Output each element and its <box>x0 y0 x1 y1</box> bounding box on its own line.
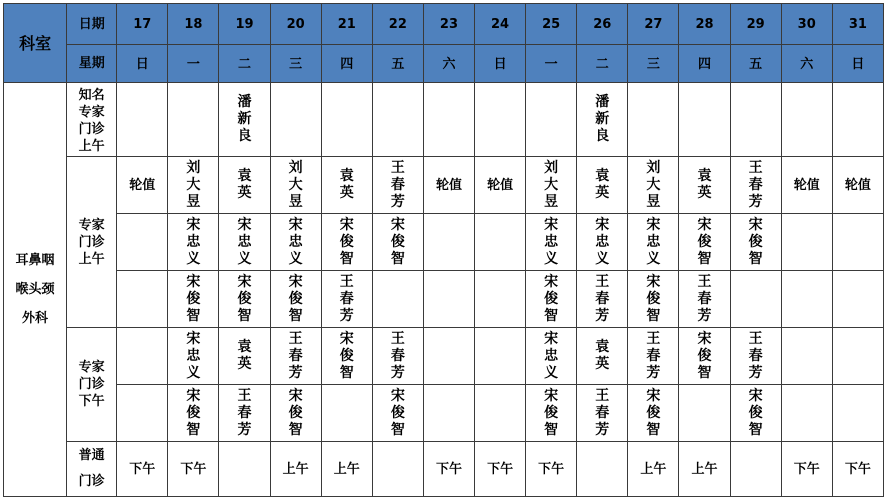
expert-am1-cell-11: 刘大昱 <box>628 157 679 214</box>
date-cell-12: 28 <box>679 4 730 45</box>
expert-am1-cell-5: 袁英 <box>321 157 372 214</box>
expert-am3-cell-14 <box>781 271 832 328</box>
famous-am-cell-4 <box>270 83 321 157</box>
weekday-cell-14: 六 <box>781 45 832 83</box>
expert-am2-cell-5: 宋俊智 <box>321 214 372 271</box>
date-label: 日期 <box>67 4 117 45</box>
famous-am-cell-13 <box>730 83 781 157</box>
expert-pm2-cell-9: 宋俊智 <box>526 385 577 442</box>
expert-pm2-cell-12 <box>679 385 730 442</box>
expert-am2-cell-2: 宋忠义 <box>168 214 219 271</box>
expert-am2-cell-1 <box>117 214 168 271</box>
general-row <box>4 442 884 497</box>
famous-am-cell-8 <box>475 83 526 157</box>
general-cell-9: 下午 <box>526 442 577 497</box>
expert-am1-cell-12: 袁英 <box>679 157 730 214</box>
general-cell-13 <box>730 442 781 497</box>
famous-am-row <box>4 83 884 157</box>
expert-pm-row-1 <box>4 328 884 385</box>
expert-am1-cell-4: 刘大昱 <box>270 157 321 214</box>
weekday-cell-4: 三 <box>270 45 321 83</box>
expert-am3-cell-3: 宋俊智 <box>219 271 270 328</box>
expert-pm2-cell-15 <box>832 385 883 442</box>
date-cell-14: 30 <box>781 4 832 45</box>
weekday-label: 星期 <box>67 45 117 83</box>
expert-am1-cell-3: 袁英 <box>219 157 270 214</box>
expert-pm2-cell-8 <box>475 385 526 442</box>
expert-am1-cell-10: 袁英 <box>577 157 628 214</box>
expert-pm-row-2 <box>4 385 884 442</box>
famous-am-cell-1 <box>117 83 168 157</box>
expert-pm1-cell-13: 王春芳 <box>730 328 781 385</box>
general-cell-15: 下午 <box>832 442 883 497</box>
date-row <box>4 4 884 45</box>
general-cell-4: 上午 <box>270 442 321 497</box>
expert-am1-cell-9: 刘大昱 <box>526 157 577 214</box>
expert-am3-cell-11: 宋俊智 <box>628 271 679 328</box>
expert-pm1-cell-4: 王春芳 <box>270 328 321 385</box>
section-expert-am: 专家门诊上午 <box>67 157 117 328</box>
date-cell-5: 21 <box>321 4 372 45</box>
general-cell-8: 下午 <box>475 442 526 497</box>
weekday-row <box>4 45 884 83</box>
famous-am-cell-12 <box>679 83 730 157</box>
date-cell-9: 25 <box>526 4 577 45</box>
date-cell-13: 29 <box>730 4 781 45</box>
expert-pm1-cell-10: 袁英 <box>577 328 628 385</box>
expert-am1-cell-6: 王春芳 <box>372 157 423 214</box>
weekday-cell-5: 四 <box>321 45 372 83</box>
expert-am2-cell-12: 宋俊智 <box>679 214 730 271</box>
expert-pm1-cell-5: 宋俊智 <box>321 328 372 385</box>
weekday-cell-12: 四 <box>679 45 730 83</box>
date-cell-15: 31 <box>832 4 883 45</box>
general-cell-6 <box>372 442 423 497</box>
expert-am-row-3 <box>4 271 884 328</box>
date-cell-2: 18 <box>168 4 219 45</box>
expert-am2-cell-11: 宋忠义 <box>628 214 679 271</box>
famous-am-cell-3: 潘新良 <box>219 83 270 157</box>
expert-pm2-cell-4: 宋俊智 <box>270 385 321 442</box>
expert-am2-cell-10: 宋忠义 <box>577 214 628 271</box>
expert-pm1-cell-14 <box>781 328 832 385</box>
date-cell-7: 23 <box>423 4 474 45</box>
expert-pm2-cell-14 <box>781 385 832 442</box>
expert-am3-cell-12: 王春芳 <box>679 271 730 328</box>
expert-pm2-cell-2: 宋俊智 <box>168 385 219 442</box>
expert-pm2-cell-11: 宋俊智 <box>628 385 679 442</box>
department-name: 耳鼻咽喉头颈外科 <box>15 253 55 326</box>
date-cell-4: 20 <box>270 4 321 45</box>
expert-am1-cell-14: 轮值 <box>781 157 832 214</box>
weekday-cell-1: 日 <box>117 45 168 83</box>
expert-am2-cell-15 <box>832 214 883 271</box>
weekday-cell-15: 日 <box>832 45 883 83</box>
expert-am3-cell-4: 宋俊智 <box>270 271 321 328</box>
expert-pm1-cell-11: 王春芳 <box>628 328 679 385</box>
date-cell-10: 26 <box>577 4 628 45</box>
famous-am-cell-10: 潘新良 <box>577 83 628 157</box>
expert-am1-cell-7: 轮值 <box>423 157 474 214</box>
general-cell-10 <box>577 442 628 497</box>
section-general: 普通门诊 <box>67 442 117 497</box>
expert-am2-cell-13: 宋俊智 <box>730 214 781 271</box>
expert-am2-cell-9: 宋忠义 <box>526 214 577 271</box>
section-expert-pm: 专家门诊下午 <box>67 328 117 442</box>
expert-pm1-cell-8 <box>475 328 526 385</box>
expert-am3-cell-7 <box>423 271 474 328</box>
expert-pm2-cell-5 <box>321 385 372 442</box>
expert-am3-cell-1 <box>117 271 168 328</box>
expert-pm1-cell-1 <box>117 328 168 385</box>
expert-pm2-cell-1 <box>117 385 168 442</box>
weekday-cell-11: 三 <box>628 45 679 83</box>
expert-am1-cell-1: 轮值 <box>117 157 168 214</box>
weekday-cell-6: 五 <box>372 45 423 83</box>
weekday-cell-9: 一 <box>526 45 577 83</box>
weekday-cell-3: 二 <box>219 45 270 83</box>
schedule-table <box>3 3 884 497</box>
general-cell-7: 下午 <box>423 442 474 497</box>
date-cell-1: 17 <box>117 4 168 45</box>
general-cell-1: 下午 <box>117 442 168 497</box>
expert-pm1-cell-15 <box>832 328 883 385</box>
expert-pm2-cell-13: 宋俊智 <box>730 385 781 442</box>
expert-am2-cell-4: 宋忠义 <box>270 214 321 271</box>
date-cell-11: 27 <box>628 4 679 45</box>
expert-am2-cell-6: 宋俊智 <box>372 214 423 271</box>
weekday-cell-8: 日 <box>475 45 526 83</box>
expert-pm1-cell-7 <box>423 328 474 385</box>
expert-am2-cell-8 <box>475 214 526 271</box>
famous-am-cell-15 <box>832 83 883 157</box>
expert-am3-cell-10: 王春芳 <box>577 271 628 328</box>
expert-pm1-cell-2: 宋忠义 <box>168 328 219 385</box>
expert-am2-cell-3: 宋忠义 <box>219 214 270 271</box>
expert-am2-cell-7 <box>423 214 474 271</box>
expert-am2-cell-14 <box>781 214 832 271</box>
expert-am1-cell-15: 轮值 <box>832 157 883 214</box>
famous-am-cell-14 <box>781 83 832 157</box>
general-cell-2: 下午 <box>168 442 219 497</box>
famous-am-cell-11 <box>628 83 679 157</box>
section-famous-am: 知名专家门诊上午 <box>67 83 117 157</box>
date-cell-8: 24 <box>475 4 526 45</box>
expert-pm1-cell-3: 袁英 <box>219 328 270 385</box>
expert-am3-cell-15 <box>832 271 883 328</box>
expert-am-row-2 <box>4 214 884 271</box>
expert-pm2-cell-6: 宋俊智 <box>372 385 423 442</box>
general-cell-5: 上午 <box>321 442 372 497</box>
famous-am-cell-5 <box>321 83 372 157</box>
expert-am3-cell-5: 王春芳 <box>321 271 372 328</box>
weekday-cell-7: 六 <box>423 45 474 83</box>
expert-pm1-cell-9: 宋忠义 <box>526 328 577 385</box>
expert-am3-cell-9: 宋俊智 <box>526 271 577 328</box>
expert-am3-cell-2: 宋俊智 <box>168 271 219 328</box>
expert-pm2-cell-3: 王春芳 <box>219 385 270 442</box>
date-cell-6: 22 <box>372 4 423 45</box>
expert-pm1-cell-6: 王春芳 <box>372 328 423 385</box>
general-cell-11: 上午 <box>628 442 679 497</box>
weekday-cell-10: 二 <box>577 45 628 83</box>
weekday-cell-13: 五 <box>730 45 781 83</box>
weekday-cell-2: 一 <box>168 45 219 83</box>
expert-am3-cell-8 <box>475 271 526 328</box>
expert-am1-cell-2: 刘大昱 <box>168 157 219 214</box>
famous-am-cell-7 <box>423 83 474 157</box>
dept-header: 科室 <box>4 4 67 83</box>
expert-am1-cell-13: 王春芳 <box>730 157 781 214</box>
expert-am3-cell-6 <box>372 271 423 328</box>
expert-am-row-1 <box>4 157 884 214</box>
general-cell-3 <box>219 442 270 497</box>
famous-am-cell-6 <box>372 83 423 157</box>
general-cell-12: 上午 <box>679 442 730 497</box>
date-cell-3: 19 <box>219 4 270 45</box>
expert-pm1-cell-12: 宋俊智 <box>679 328 730 385</box>
famous-am-cell-9 <box>526 83 577 157</box>
expert-pm2-cell-7 <box>423 385 474 442</box>
expert-am1-cell-8: 轮值 <box>475 157 526 214</box>
general-cell-14: 下午 <box>781 442 832 497</box>
expert-am3-cell-13 <box>730 271 781 328</box>
expert-pm2-cell-10: 王春芳 <box>577 385 628 442</box>
department-cell <box>4 83 67 497</box>
famous-am-cell-2 <box>168 83 219 157</box>
